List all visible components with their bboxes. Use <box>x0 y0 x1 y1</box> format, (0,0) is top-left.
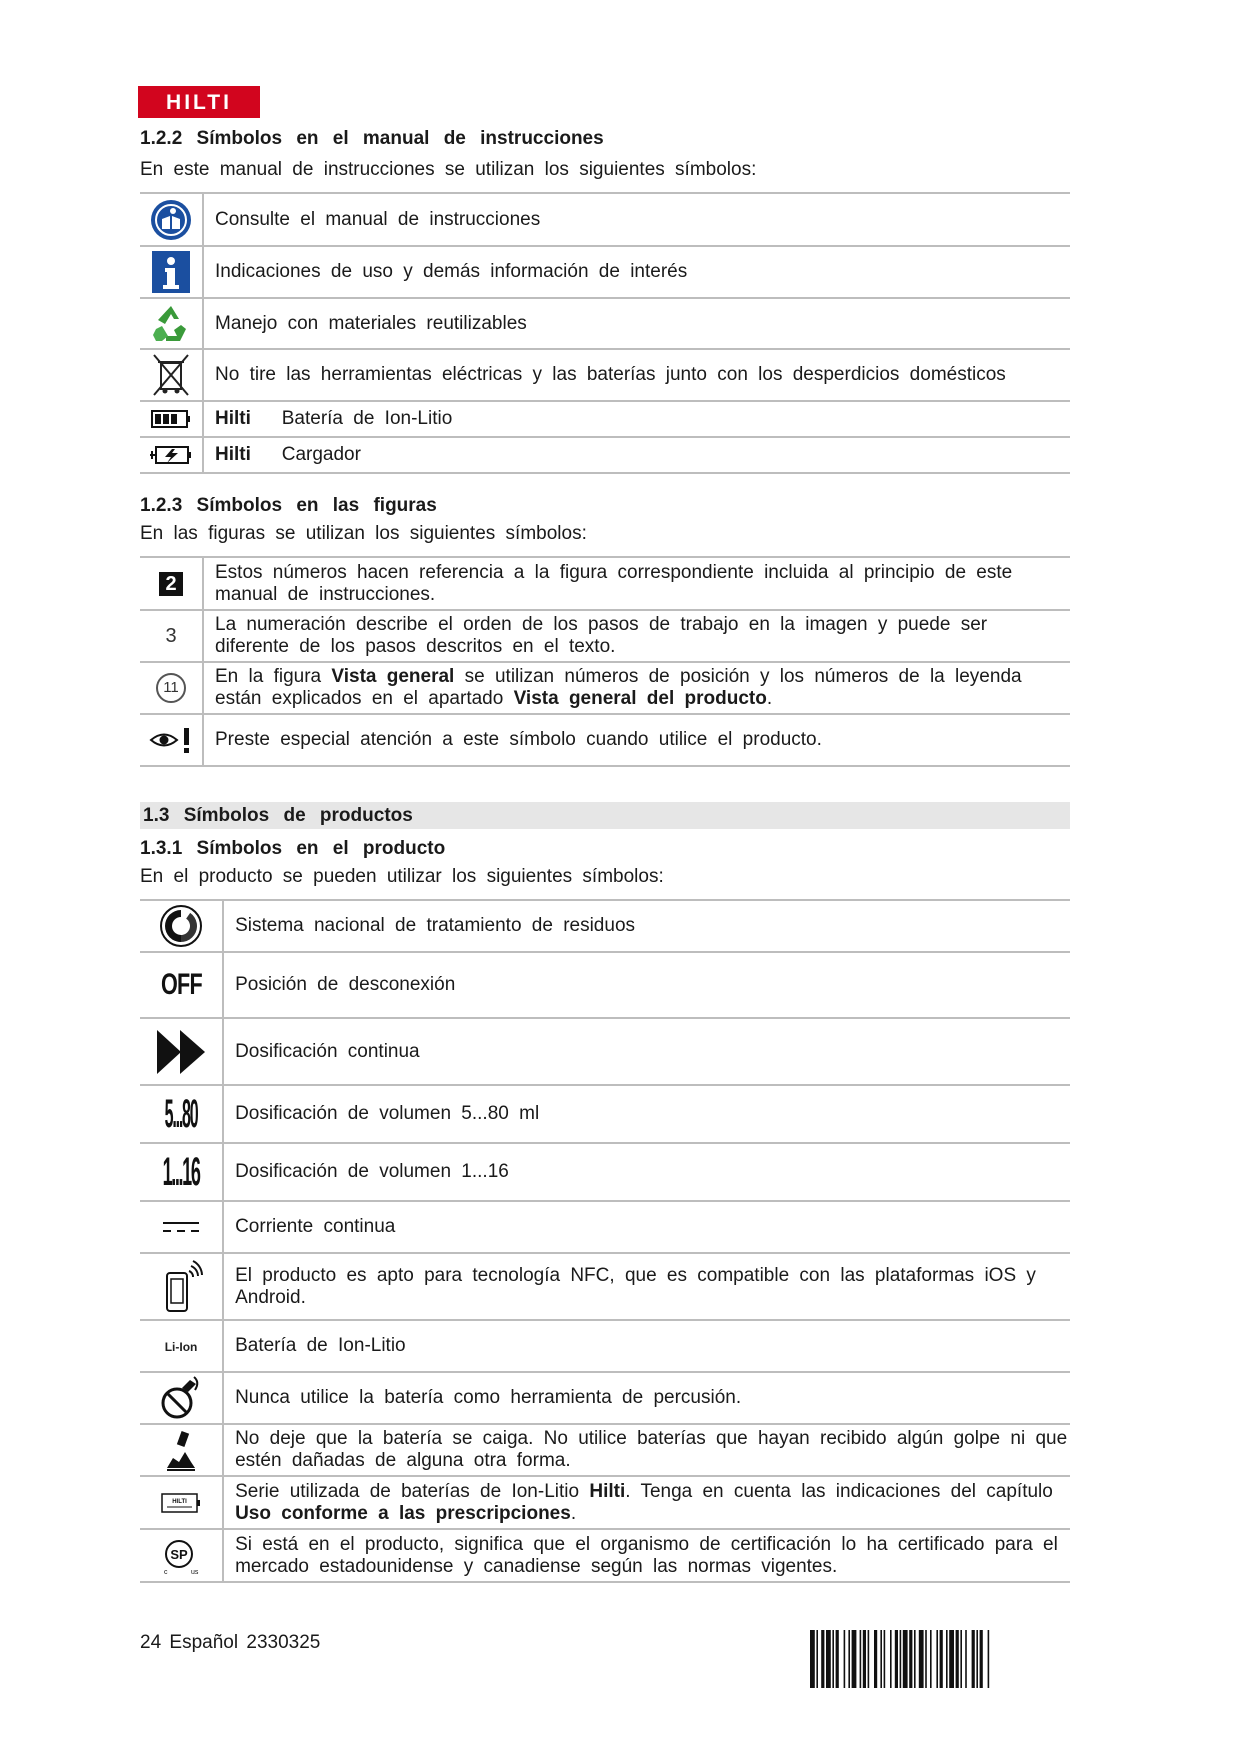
symbol-desc: Sistema nacional de tratamiento de residuos <box>223 900 1070 952</box>
barcode-bar <box>960 1630 962 1688</box>
symbol-desc: Consulte el manual de instrucciones <box>203 193 1070 246</box>
symbol-desc: Hilti Batería de Ion-Litio <box>203 401 1070 437</box>
section-heading-123: 1.2.3 Símbolos en las figuras <box>140 495 437 516</box>
symbol-desc: Dosificación continua <box>223 1018 1070 1085</box>
off-icon: OFF <box>160 968 202 1001</box>
barcode-bar <box>972 1630 975 1688</box>
symbol-desc: La numeración describe el orden de los pasos de trabajo en la imagen y puede ser diferente de los pasos descritos en el texto. <box>203 610 1070 662</box>
symbol-row <box>140 401 1070 437</box>
barcode-bar <box>988 1630 990 1688</box>
barcode-bar <box>895 1630 898 1688</box>
symbol-row <box>140 298 1070 349</box>
symbol-row <box>140 1085 1070 1143</box>
barcode-bar <box>946 1630 948 1688</box>
manual-book-icon <box>150 199 192 241</box>
svg-text:us: us <box>191 1568 199 1576</box>
barcode-bar <box>930 1630 932 1688</box>
direct-current-icon <box>162 1220 200 1234</box>
barcode <box>810 1630 1070 1688</box>
symbol-desc: Preste especial atención a este símbolo cuando utilice el producto. <box>203 714 1070 766</box>
barcode-bar <box>868 1630 870 1688</box>
symbol-row <box>140 246 1070 298</box>
no-hammer-icon <box>160 1376 202 1420</box>
barcode-bar <box>874 1630 877 1688</box>
barcode-bar <box>925 1630 927 1688</box>
barcode-bar <box>860 1630 862 1688</box>
barcode-bar <box>980 1630 983 1688</box>
barcode-bar <box>936 1630 938 1688</box>
symbol-row <box>140 900 1070 952</box>
green-dot-icon <box>160 905 202 947</box>
section-intro-131: En el producto se pueden utilizar los siguientes símbolos: <box>140 866 664 887</box>
symbol-desc: Nunca utilice la batería como herramienta de percusión. <box>223 1372 1070 1424</box>
symbol-desc: Estos números hacen referencia a la figura correspondiente incluida al principio de este manual de instrucciones. <box>203 557 1070 610</box>
symbol-desc: El producto es apto para tecnología NFC, que es compatible con las plataformas iOS y Android. <box>223 1253 1070 1320</box>
barcode-bar <box>956 1630 959 1688</box>
brand-name: Hilti <box>215 444 251 465</box>
symbol-desc: Dosificación de volumen 5...80 ml <box>223 1085 1070 1143</box>
barcode-bar <box>890 1630 892 1688</box>
barcode-bar <box>940 1630 943 1688</box>
volume-116-icon: 1...16 <box>162 1150 200 1194</box>
symbol-row <box>140 1529 1070 1582</box>
svg-text:HILTI: HILTI <box>172 1498 187 1505</box>
figure-number-icon: 2 <box>159 572 183 596</box>
barcode-bar <box>832 1630 834 1688</box>
symbol-row <box>140 557 1070 610</box>
barcode-bar <box>852 1630 857 1688</box>
csa-icon <box>161 1536 201 1576</box>
info-icon <box>152 251 190 293</box>
barcode-bar <box>821 1630 824 1688</box>
symbol-row <box>140 1424 1070 1476</box>
section-band-13 <box>140 802 1070 829</box>
barcode-bar <box>914 1630 916 1688</box>
symbol-desc: Corriente continua <box>223 1201 1070 1253</box>
barcode-bar <box>976 1630 978 1688</box>
nfc-phone-icon <box>159 1259 203 1315</box>
barcode-bar <box>863 1630 866 1688</box>
section-intro-123: En las figuras se utilizan los siguientes símbolos: <box>140 523 587 544</box>
barcode-bar <box>848 1630 850 1688</box>
barcode-bar <box>884 1630 886 1688</box>
symbol-row <box>140 952 1070 1018</box>
symbol-desc: Serie utilizada de baterías de Ion-Litio Hilti. Tenga en cuenta las indicaciones del capítulo Uso conforme a las prescripciones. <box>223 1476 1070 1529</box>
section-heading-13: 1.3 Símbolos de productos <box>143 805 413 826</box>
attention-eye-icon <box>149 726 193 754</box>
barcode-bar <box>810 1630 815 1688</box>
symbols-table-manual <box>140 192 1070 474</box>
volume-580-icon: 5...80 <box>164 1092 198 1136</box>
step-number-icon: 3 <box>165 624 177 647</box>
drop-battery-icon <box>163 1428 199 1472</box>
symbol-desc: Hilti Cargador <box>203 437 1070 473</box>
svg-text:SP: SP <box>170 1546 188 1562</box>
barcode-bar <box>816 1630 818 1688</box>
symbol-desc: Dosificación de volumen 1...16 <box>223 1143 1070 1201</box>
symbol-row <box>140 1372 1070 1424</box>
charger-icon <box>150 443 192 467</box>
barcode-bar <box>909 1630 912 1688</box>
fast-forward-icon <box>156 1027 206 1077</box>
symbol-row <box>140 349 1070 401</box>
symbol-desc: Batería de Ion-Litio <box>223 1320 1070 1372</box>
symbol-row <box>140 437 1070 473</box>
symbol-desc: Indicaciones de uso y demás información de interés <box>203 246 1070 298</box>
section-intro-122: En este manual de instrucciones se utilizan los siguientes símbolos: <box>140 159 757 180</box>
li-ion-icon: Li-Ion <box>164 1340 198 1354</box>
symbols-table-product <box>140 899 1070 1583</box>
symbol-desc: No deje que la batería se caiga. No utilice baterías que hayan recibido algún golpe ni que estén dañadas de alguna otra forma. <box>223 1424 1070 1476</box>
barcode-bar <box>949 1630 954 1688</box>
section-heading-131: 1.3.1 Símbolos en el producto <box>140 838 446 859</box>
battery-icon <box>151 409 191 429</box>
symbol-row <box>140 610 1070 662</box>
symbol-row <box>140 193 1070 246</box>
symbol-row <box>140 1201 1070 1253</box>
brand-name: Hilti <box>215 408 251 429</box>
barcode-bar <box>900 1630 902 1688</box>
symbol-desc: No tire las herramientas eléctricas y las baterías junto con los desperdicios domésticos <box>203 349 1070 401</box>
symbol-desc: Manejo con materiales reutilizables <box>203 298 1070 349</box>
barcode-bar <box>826 1630 831 1688</box>
hilti-logo-text: HILTI <box>166 91 232 114</box>
doc-number: 2330325 <box>246 1632 321 1653</box>
symbol-row <box>140 1476 1070 1529</box>
symbol-row <box>140 662 1070 714</box>
footer-language: Español <box>169 1632 239 1653</box>
symbol-desc: Si está en el producto, significa que el organismo de certificación lo ha certificado para el mercado estadounidense y canadiense según las normas vigentes. <box>223 1529 1070 1582</box>
hilti-logo <box>138 86 260 118</box>
symbol-row <box>140 714 1070 766</box>
page-footer <box>140 1632 320 1654</box>
symbol-row <box>140 1018 1070 1085</box>
page-number: 24 <box>140 1632 162 1653</box>
barcode-bar <box>880 1630 882 1688</box>
barcode-bar <box>965 1630 967 1688</box>
barcode-bar <box>836 1630 839 1688</box>
symbol-row <box>140 1253 1070 1320</box>
crossed-bin-icon <box>151 353 191 397</box>
barcode-bar <box>903 1630 908 1688</box>
symbol-row <box>140 1143 1070 1201</box>
symbols-table-figures <box>140 556 1070 767</box>
battery-series-icon <box>161 1492 201 1514</box>
position-number-icon: 11 <box>156 673 186 703</box>
barcode-bar <box>844 1630 846 1688</box>
symbol-desc: Posición de desconexión <box>223 952 1070 1018</box>
section-heading-122: 1.2.2 Símbolos en el manual de instrucciones <box>140 128 604 149</box>
svg-text:c: c <box>164 1568 168 1576</box>
symbol-desc: En la figura Vista general se utilizan números de posición y los números de la leyenda están explicados en el apartado Vista general del producto. <box>203 662 1070 714</box>
symbol-row <box>140 1320 1070 1372</box>
recycle-icon <box>150 303 192 345</box>
barcode-bar <box>919 1630 924 1688</box>
